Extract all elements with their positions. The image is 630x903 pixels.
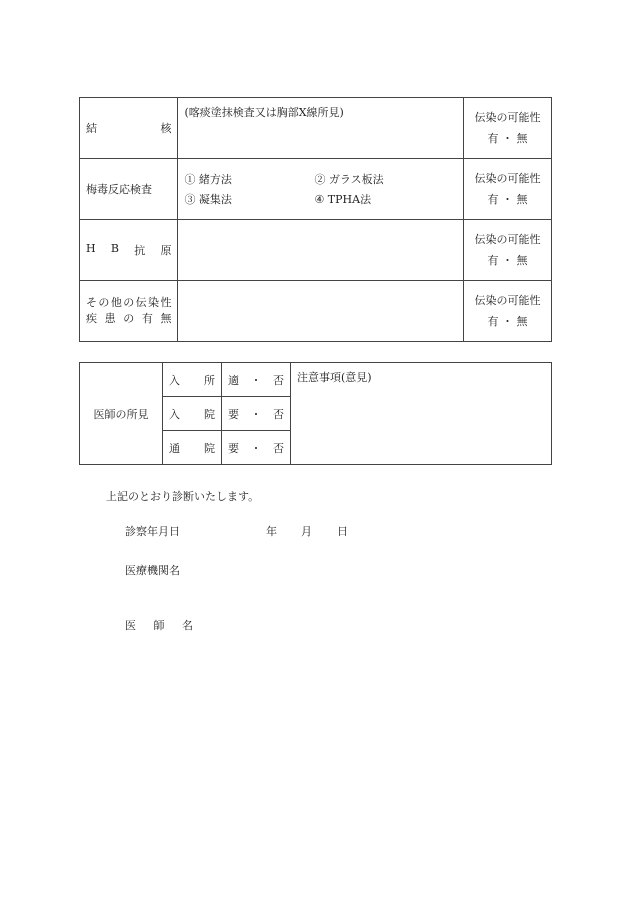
other-disease-label: そ の 他 の 伝 染 性 疾 患 の 有 無: [80, 281, 178, 342]
admission-facility-row: [80, 363, 552, 397]
hospitalization-choice[interactable]: 要 ・ 否: [222, 397, 291, 431]
syphilis-contagion-cell[interactable]: 伝染の可能性 有 ・ 無: [463, 159, 551, 220]
tuberculosis-label: 結 核: [80, 98, 178, 159]
institution-label: 医療機関名: [125, 564, 180, 577]
hb-antigen-contagion-cell[interactable]: 伝染の可能性 有 ・ 無: [463, 220, 551, 281]
notes-label: 注意事項(意見): [297, 371, 372, 384]
outpatient-label: 通 院: [163, 431, 222, 465]
diagnosis-statement: 上記のとおり診断いたします。: [106, 490, 260, 503]
tuberculosis-contagion-cell[interactable]: 伝染の可能性 有 ・ 無: [463, 98, 551, 159]
outpatient-choice[interactable]: 要 ・ 否: [222, 431, 291, 465]
method-glass-plate[interactable]: ② ガラス板法: [314, 173, 384, 186]
date-unit-day: 日: [337, 525, 348, 538]
method-agglutination[interactable]: ③ 凝集法: [184, 193, 232, 206]
date-unit-month: 月: [301, 525, 312, 538]
infection-check-table: [79, 97, 552, 342]
doctor-findings-heading: 医師の所見: [80, 363, 163, 465]
syphilis-label: 梅毒反応検査: [80, 159, 178, 220]
exam-date-label: 診察年月日: [125, 525, 180, 538]
tuberculosis-findings-cell[interactable]: (喀痰塗抹検査又は胸部X線所見): [178, 98, 463, 159]
method-tpha[interactable]: ④ TPHA法: [314, 193, 372, 206]
hospitalization-label: 入 院: [163, 397, 222, 431]
notes-cell[interactable]: [291, 363, 552, 465]
syphilis-row: [80, 159, 552, 220]
admission-facility-choice[interactable]: 適 ・ 否: [222, 363, 291, 397]
other-disease-contagion-cell[interactable]: 伝染の可能性 有 ・ 無: [463, 281, 551, 342]
other-disease-row: [80, 281, 552, 342]
syphilis-methods-cell[interactable]: [178, 159, 463, 220]
doctor-name-label: 医 師 名: [125, 619, 193, 632]
date-unit-year: 年: [266, 525, 277, 538]
tuberculosis-row: [80, 98, 552, 159]
hb-antigen-label: H B 抗 原: [80, 220, 178, 281]
hb-antigen-findings-cell[interactable]: [178, 220, 463, 281]
admission-facility-label: 入 所: [163, 363, 222, 397]
doctor-findings-table: [79, 362, 552, 465]
method-ogata[interactable]: ① 緒方法: [184, 173, 232, 186]
other-disease-findings-cell[interactable]: [178, 281, 463, 342]
hb-antigen-row: [80, 220, 552, 281]
